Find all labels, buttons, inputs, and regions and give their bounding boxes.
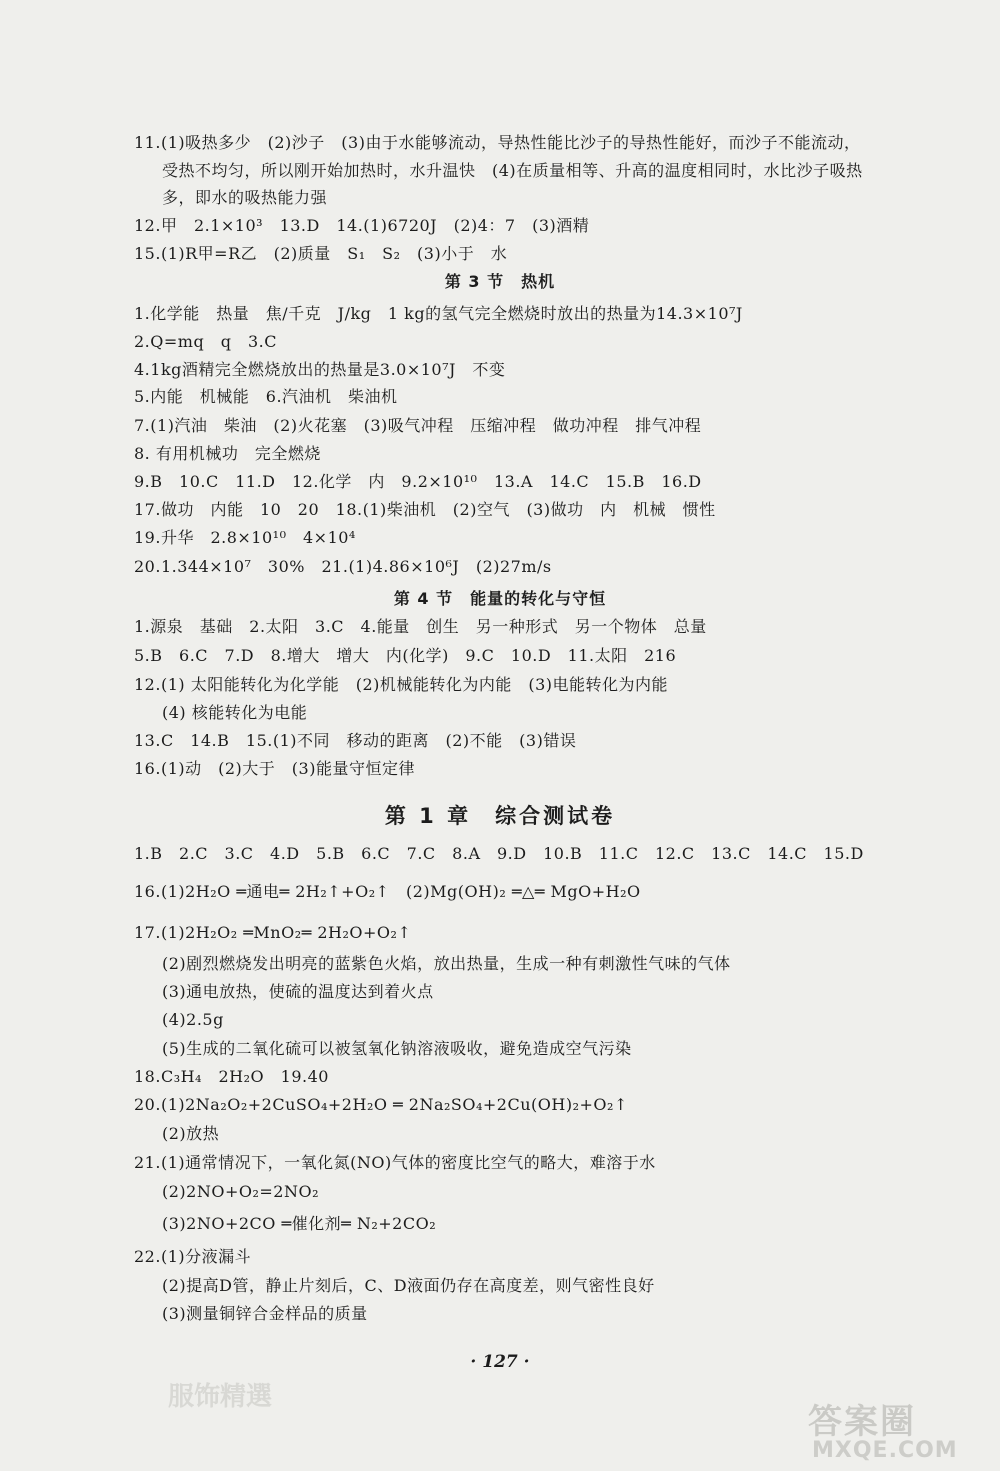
answer-line: 20.1.344×10⁷ 30% 21.(1)4.86×10⁶J (2)27m/s [134,557,552,576]
answer-line: 8. 有用机械功 完全燃烧 [134,444,321,463]
answer-line: 12.甲 2.1×10³ 13.D 14.(1)6720J (2)4：7 (3)酒精 [134,216,590,235]
answer-line: (3)通电放热，使硫的温度达到着火点 [162,982,434,1001]
answer-line: (5)生成的二氧化硫可以被氢氧化钠溶液吸收，避免造成空气污染 [162,1039,632,1058]
answer-line: 4.1kg酒精完全燃烧放出的热量是3.0×10⁷J 不变 [134,360,506,379]
answer-line: 17.(1)2H₂O₂ ═MnO₂═ 2H₂O+O₂↑ [134,923,412,942]
answer-line: (2)2NO+O₂=2NO₂ [162,1182,320,1201]
watermark-logo [808,1392,968,1440]
answer-line: 11.(1)吸热多少 (2)沙子 (3)由于水能够流动，导热性能比沙子的导热性能好，而沙子不能流动， [134,133,861,152]
answer-line: (4)2.5g [162,1010,224,1029]
watermark-logo-text: 答案圈 [808,1402,916,1442]
page-number: · 127 · [470,1352,530,1372]
answer-line: (3)测量铜锌合金样品的质量 [162,1304,368,1323]
watermark-url: MXQE.COM [812,1438,958,1463]
answer-line: 22.(1)分液漏斗 [134,1247,252,1266]
answer-line: 15.(1)R甲=R乙 (2)质量 S₁ S₂ (3)小于 水 [134,244,508,263]
answer-line: 7.(1)汽油 柴油 (2)火花塞 (3)吸气冲程 压缩冲程 做功冲程 排气冲程 [134,416,702,435]
answer-line: (4) 核能转化为电能 [162,703,308,722]
answer-line: 19.升华 2.8×10¹⁰ 4×10⁴ [134,528,356,547]
answer-line: (2)提高D管，静止片刻后，C、D液面仍存在高度差，则气密性良好 [162,1276,655,1295]
answer-line: 多，即水的吸热能力强 [162,188,328,207]
answer-line: 18.C₃H₄ 2H₂O 19.40 [134,1067,329,1086]
answer-line: 21.(1)通常情况下，一氧化氮(NO)气体的密度比空气的略大，难溶于水 [134,1153,656,1172]
answer-line: (2)放热 [162,1124,220,1143]
watermark-text: 服饰精選 [168,1382,273,1412]
section-heading-3: 第 3 节 热机 [444,272,556,291]
answer-line: 9.B 10.C 11.D 12.化学 内 9.2×10¹⁰ 13.A 14.C 15.B 16.D [134,472,702,491]
answer-line: 16.(1)2H₂O ═通电═ 2H₂↑+O₂↑ (2)Mg(OH)₂ ═△═ MgO+H₂O [134,882,641,901]
answer-line: 1.源泉 基础 2.太阳 3.C 4.能量 创生 另一种形式 另一个物体 总量 [134,617,707,636]
chapter-heading: 第 1 章 综合测试卷 [384,804,616,828]
answer-line: (2)剧烈燃烧发出明亮的蓝紫色火焰，放出热量，生成一种有刺激性气味的气体 [162,954,731,973]
answer-line: 13.C 14.B 15.(1)不同 移动的距离 (2)不能 (3)错误 [134,731,577,750]
answer-line: 1.化学能 热量 焦/千克 J/kg 1 kg的氢气完全燃烧时放出的热量为14.3×10⁷J [134,304,743,323]
answer-line: 5.内能 机械能 6.汽油机 柴油机 [134,387,398,406]
answer-line: 受热不均匀，所以刚开始加热时，水升温快 (4)在质量相等、升高的温度相同时，水比沙子吸热 [162,161,863,180]
answer-line: (3)2NO+2CO ═催化剂═ N₂+2CO₂ [162,1214,437,1233]
answer-line: 20.(1)2Na₂O₂+2CuSO₄+2H₂O ═ 2Na₂SO₄+2Cu(OH)₂+O₂↑ [134,1095,628,1114]
answer-line: 17.做功 内能 10 20 18.(1)柴油机 (2)空气 (3)做功 内 机械 惯性 [134,500,716,519]
answer-line: 1.B 2.C 3.C 4.D 5.B 6.C 7.C 8.A 9.D 10.B 11.C 12.C 13.C 14.C 15.D [134,844,864,863]
answer-line: 12.(1) 太阳能转化为化学能 (2)机械能转化为内能 (3)电能转化为内能 [134,675,669,694]
section-heading-4: 第 4 节 能量的转化与守恒 [393,589,607,608]
answer-line: 2.Q=mq q 3.C [134,332,277,351]
answer-line: 16.(1)动 (2)大于 (3)能量守恒定律 [134,759,415,778]
answer-line: 5.B 6.C 7.D 8.增大 增大 内(化学) 9.C 10.D 11.太阳 216 [134,646,677,665]
